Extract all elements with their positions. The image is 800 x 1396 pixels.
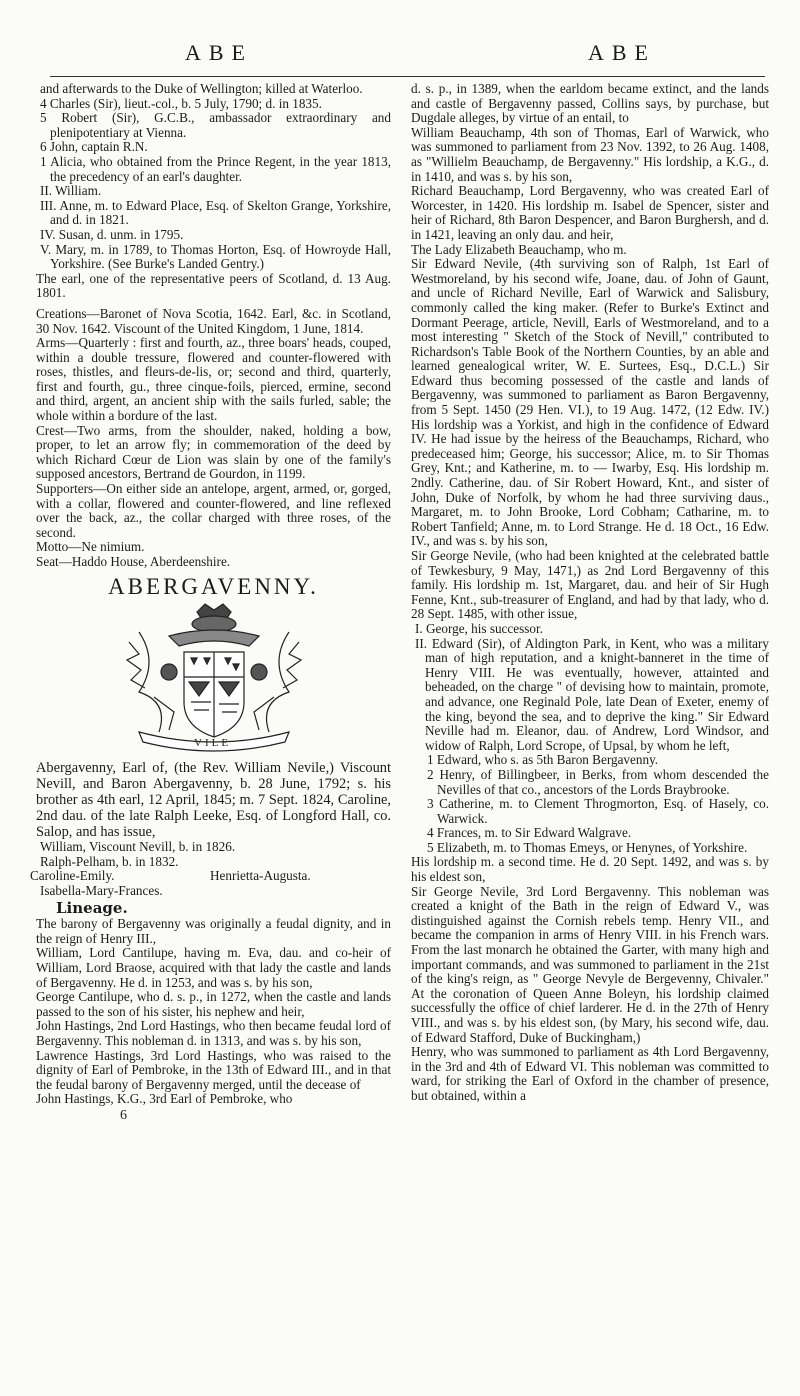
- lineage-paragraph: Richard Beauchamp, Lord Bergavenny, who was created Earl of Worcester, in 1420. His lordship m. Isabel de Spencer, sister and heir of Richard, 8th Baron Despencer, and Baron Burghersh, and d. in 1421, leaving an only dau. and heir,: [411, 183, 769, 242]
- left-column: [30, 81, 391, 1123]
- lineage-paragraph: Lawrence Hastings, 3rd Lord Hastings, who was raised to the dignity of Earl of Pembroke, in the 13th of Edward III., and in that the feudal barony of Bergavenny merged, until the decease of: [36, 1047, 391, 1092]
- entry-line: 6 John, captain R.N.: [40, 139, 148, 155]
- issue-line: William, Viscount Nevill, b. in 1826.: [40, 839, 236, 855]
- entry-line: 1 Alicia, who obtained from the Prince Regent, in the year 1813, the precedency of an earl's daughter.: [40, 153, 391, 184]
- entry-line: II. William.: [40, 183, 102, 199]
- entry-line: 4 Charles (Sir), lieut.-col., b. 5 July, 1790; d. in 1835.: [40, 95, 322, 111]
- lineage-paragraph: The Lady Elizabeth Beauchamp, who m.: [411, 241, 627, 257]
- section-title: ABERGAVENNY.: [108, 573, 319, 599]
- issue-line: Isabella-Mary-Frances.: [40, 882, 163, 898]
- entry-line: III. Anne, m. to Edward Place, Esq. of Skelton Grange, Yorkshire, and d. in 1821.: [40, 197, 391, 228]
- lineage-paragraph: The barony of Bergavenny was originally a feudal dignity, and in the reign of Henry III.,: [36, 916, 391, 946]
- entry-line: 5 Robert (Sir), G.C.B., ambassador extraordinary and plenipotentiary at Vienna.: [40, 110, 391, 140]
- abergavenny-intro: Abergavenny, Earl of, (the Rev. William Nevile,) Viscount Nevill, and Baron Abergavenny, b. 28 June, 1792; s. his brother as 4th earl, 12 April, 1845; m. 7 Sept. 1824, Caroline, 2nd dau. of the late Ralph Leeke, Esq. of Longford Hall, co. Salop, and has issue,: [36, 760, 391, 841]
- issue-line: 1 Edward, who s. as 5th Baron Bergavenny.: [427, 752, 659, 768]
- earl-note: The earl, one of the representative peers of Scotland, d. 13 Aug. 1801.: [36, 270, 391, 301]
- issue-line: [30, 868, 391, 884]
- arms: Arms—Quarterly : first and fourth, az., three boars' heads, couped, within a double tressure, flowered and counter-flowered with roses, thistles, and fleurs-de-lis, or; second and third, quarterly, first and fourth, gu., three cinque-foils, pierced, ermine, second and third, argent, an ancient ship with the sails furled, sable; the whole within a bordure of the last.: [36, 335, 391, 424]
- entry-line: IV. Susan, d. unm. in 1795.: [40, 226, 184, 242]
- header-rule: [50, 76, 765, 77]
- lineage-paragraph: William, Lord Cantilupe, having m. Eva, dau. and co-heir of William, Lord Braose, acquired with that lady the castle and lands of Bergavenny. He d. in 1253, and was s. by his son,: [36, 945, 391, 990]
- issue-line: 2 Henry, of Billingbeer, in Berks, from whom descended the Nevilles of that co., ancestors of the Lords Braybrooke.: [427, 766, 769, 797]
- lineage-paragraph: John Hastings, K.G., 3rd Earl of Pembroke, who: [36, 1091, 293, 1107]
- running-head-left: ABE: [185, 40, 253, 65]
- lineage-paragraph: Sir Edward Nevile, (4th surviving son of Ralph, 1st Earl of Westmoreland, by his second wife, Joane, dau. of John of Gaunt, and uncle of Richard Neville, Earl of Warwick and Salisbury, commonly called the king maker. (Refer to Burke's Extinct and Dormant Peerage, article, Nevill, Earls of Westmoreland, and to a most interesting " Sketch of the Stock of Nevill," contributed to Richardson's Table Book of the Northern Counties, by an able and learned genealogical writer, W. E. Surtees, Esq., D.C.L.) Sir Edward thus becoming possessed of the castle and lands of Bergavenny, was summoned to parliament as Baron Bergavenny, from 5 Sept. 1450 (29 Hen. VI.), to 19 Aug. 1472, (12 Edw. IV.) His lordship was a Yorkist, and high in the confidence of Edward IV. He had issue by the heiress of the Beauchamps, Richard, who predeceased him; George, his successor; Alice, m. to Sir Thomas Grey, Knt.; and Katherine, m. to — Iwarby, Esq. His lordship m. 2ndly. Catherine, dau. of Sir Robert Howard, Knt., and sister of John, Duke of Norfolk, by whom he had three surviving daus., Margaret, m. to John Brooke, Lord Cobham; Catharine, m. to Robert Tanfield; Anne, m. to Lord Strange. He d. 18 Oct., 16 Edw. IV., and was s. by his son,: [411, 256, 769, 549]
- entry-line: and afterwards to the Duke of Wellington; killed at Waterloo.: [40, 81, 363, 96]
- entry-line: V. Mary, m. in 1789, to Thomas Horton, Esq. of Howroyde Hall, Yorkshire. (See Burke's Landed Gentry.): [40, 241, 391, 272]
- issue-line: 3 Catherine, m. to Clement Throgmorton, Esq. of Hasely, co. Warwick.: [427, 796, 769, 826]
- issue-line: II. Edward (Sir), of Aldington Park, in Kent, who was a military man of high reputation, and a knight-banneret in the time of Henry VIII. He was eventually, however, attainted and beheaded, on the charge " of devising how to maintain, promote, and advance, one Reginald Pole, late Dean of Exeter, enemy of the king, beyond the sea, and to deprive the king." Sir Edward Neville had m. Eleanor, dau. of Andrew, Lord Windsor, and widow of Ralph, Lord Scrope, of Upsal, by whom he left,: [415, 635, 769, 753]
- right-column: [411, 82, 769, 1104]
- motto-scroll-text: VILE: [193, 737, 231, 750]
- lineage-paragraph: d. s. p., in 1389, when the earldom became extinct, and the lands and castle of Bergavenny passed, Collins says, by purchase, but Dugdale alleges, by virtue of an entail, to: [411, 81, 769, 126]
- issue-daughter: Henrietta-Augusta.: [210, 868, 311, 884]
- lineage-paragraph: George Cantilupe, who d. s. p., in 1272, when the castle and lands passed to the son of his sister, his nephew and heir,: [36, 989, 391, 1019]
- supporters: Supporters—On either side an antelope, argent, armed, or, gorged, with a collar, flowered and counter-flowered, and line reflexed over the back, az., the collar charged with three roses, of the second.: [36, 481, 391, 540]
- coat-of-arms-engraving: [99, 602, 329, 754]
- lineage-heading: Lineage.: [56, 898, 128, 917]
- lineage-paragraph: Sir George Nevile, 3rd Lord Bergavenny. This nobleman was created a knight of the Bath in the reign of Edward V., was distinguished against the Cornish rebels temp. Henry VII., and became the companion in arms of Henry VIII. in his French wars. From the last monarch he obtained the Garter, with many high and important commands, and was summoned to parliament in the 21st of the king's reign, as " George Nevyle de Bergevenny, Chivaler." At the coronation of Queen Anne Boleyn, his lordship claimed successfully the office of chief larderer. He d. in the 27th of Henry VIII., and was s. by his eldest son, (by Mary, his second wife, dau. of Edward Stafford, Duke of Buckingham,): [411, 883, 769, 1045]
- lineage-paragraph: Henry, who was summoned to parliament as 4th Lord Bergavenny, in the 3rd and 4th of Edward VI. This nobleman was committed to ward, for striking the Earl of Oxford in the chamber of presence, but obtained, within a: [411, 1044, 769, 1103]
- creations: Creations—Baronet of Nova Scotia, 1642. Earl, &c. in Scotland, 30 Nov. 1642. Viscount of the United Kingdom, 1 June, 1814.: [36, 305, 391, 336]
- crest-text: Crest—Two arms, from the shoulder, naked, holding a bow, proper, to let an arrow fly; in commemoration of the deed by which Richard Cœur de Lion was slain by one of the family's supposed ancestors, Bertrand de Gourdon, in 1199.: [36, 422, 391, 482]
- lineage-paragraph: Sir George Nevile, (who had been knighted at the celebrated battle of Tewkesbury, 9 May, 1471,) as 2nd Lord Bergavenny of this family. His lordship m. 1st, Margaret, dau. and heir of Sir Hugh Fenne, Knt., sub-treasurer of England, and had by that lady, who d. 28 Sept. 1485, with other issue,: [411, 548, 769, 622]
- running-head-right: ABE: [588, 40, 656, 65]
- issue-line: 5 Elizabeth, m. to Thomas Emeys, or Henynes, of Yorkshire.: [427, 839, 748, 855]
- issue-line: I. George, his successor.: [415, 620, 543, 636]
- lineage-paragraph: John Hastings, 2nd Lord Hastings, who then became feudal lord of Bergavenny. This nobleman d. in 1313, and was s. by his son,: [36, 1018, 391, 1048]
- issue-line: 4 Frances, m. to Sir Edward Walgrave.: [427, 825, 632, 841]
- lineage-paragraph: William Beauchamp, 4th son of Thomas, Earl of Warwick, who was summoned to parliament from 23 Nov. 1392, to 26 Aug. 1408, as "Willielm Beauchamp, de Bergavenny." His lordship, a K.G., d. in 1410, and was s. by his son,: [411, 124, 769, 184]
- issue-daughter: Caroline-Emily.: [30, 868, 115, 884]
- issue-line: Ralph-Pelham, b. in 1832.: [40, 853, 179, 869]
- lineage-paragraph: His lordship m. a second time. He d. 20 Sept. 1492, and was s. by his eldest son,: [411, 854, 769, 885]
- page-number: 6: [120, 1107, 127, 1123]
- motto: Motto—Ne nimium.: [36, 539, 145, 555]
- seat: Seat—Haddo House, Aberdeenshire.: [36, 554, 231, 569]
